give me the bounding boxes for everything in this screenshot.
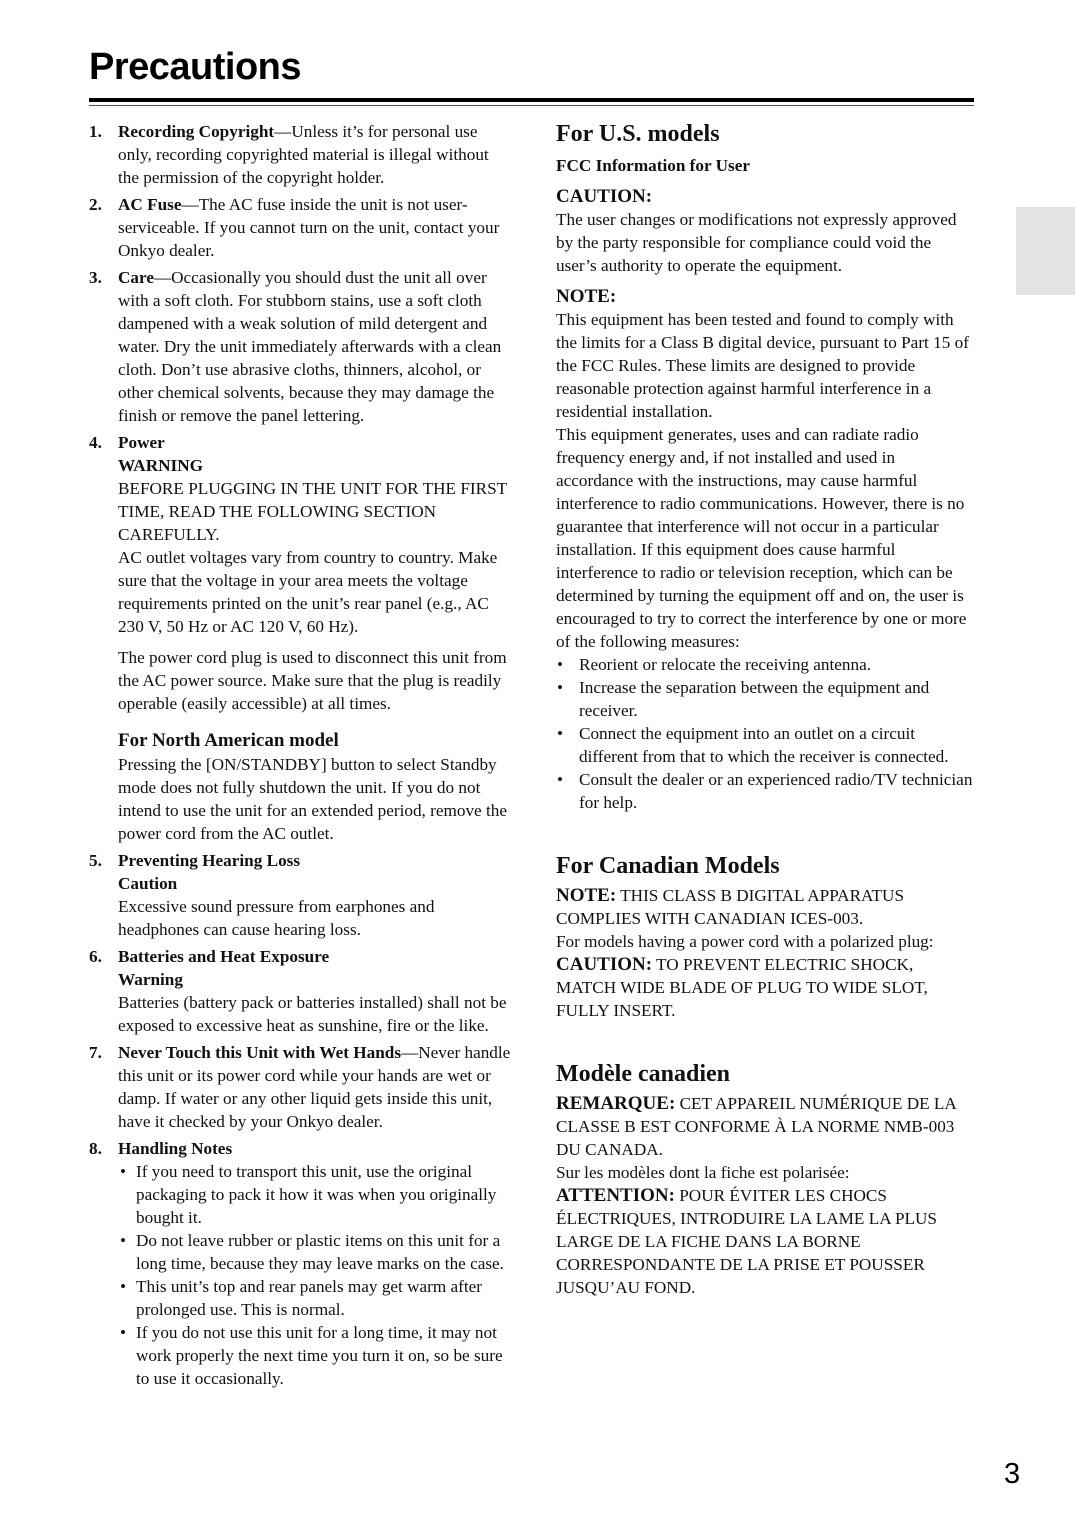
north-america-heading: For North American model — [118, 730, 339, 751]
item-number: 2. — [89, 195, 102, 214]
precaution-item-1 — [89, 120, 511, 189]
precaution-item-6 — [89, 945, 511, 1037]
item-text: Batteries (battery pack or batteries installed) shall not be exposed to excessive heat as sunshine, fire or the like. — [118, 993, 507, 1035]
note-label: NOTE: — [556, 286, 617, 307]
note-label: NOTE: — [556, 885, 617, 906]
item-heading: Preventing Hearing Loss — [118, 851, 301, 870]
note-text: This equipment has been tested and found to comply with the limits for a Class B digital device, pursuant to Part 15 of the FCC Rules. These limits are designed to provide reasonable protection against harmful interference in a residential installation. — [556, 310, 969, 421]
list-item: • Consult the dealer or an experienced radio/TV technician for help. — [556, 768, 976, 814]
plug-text: The power cord plug is used to disconnect this unit from the AC power source. Make sure that the plug is readily operable (easily accessible) at all times. — [118, 648, 507, 713]
warning-label: WARNING — [118, 456, 203, 475]
note-text: THIS CLASS B DIGITAL APPARATUS COMPLIES WITH CANADIAN ICES-003. — [556, 886, 905, 928]
precaution-item-7 — [89, 1041, 511, 1133]
title-rule-thin — [89, 105, 974, 106]
left-column — [89, 120, 511, 1390]
item-number: 3. — [89, 268, 102, 287]
list-item: • If you need to transport this unit, use the original packaging to pack it how it was when you originally bought it. — [118, 1160, 511, 1229]
precaution-item-5 — [89, 849, 511, 941]
item-heading: Care — [118, 268, 154, 287]
item-heading: Handling Notes — [118, 1139, 233, 1158]
item-number: 4. — [89, 433, 102, 452]
right-column — [556, 120, 976, 1299]
precaution-item-4 — [89, 431, 511, 845]
precaution-item-2 — [89, 193, 511, 262]
item-heading: Batteries and Heat Exposure — [118, 947, 330, 966]
title-rule-thick — [89, 98, 974, 102]
remarque-text: CET APPAREIL NUMÉRIQUE DE LA CLASSE B EST CONFORME À LA NORME NMB-003 DU CANADA. — [556, 1094, 956, 1159]
item-heading: AC Fuse — [118, 195, 182, 214]
list-item: • Do not leave rubber or plastic items on this unit for a long time, because they may leave marks on the case. — [118, 1229, 511, 1275]
fcc-measures-list — [556, 653, 976, 814]
item-text: —Never handle this unit or its power cord while your hands are wet or damp. If water or any other liquid gets inside this unit, have it checked by your Onkyo dealer. — [118, 1043, 511, 1131]
item-text: —Occasionally you should dust the unit all over with a soft cloth. For stubborn stains, use a soft cloth dampened with a weak solution of mild detergent and water. Dry the unit immediately afterwards with a clean cloth. Don’t use abrasive cloths, thinners, alcohol, or other chemical solvents, because they may damage the finish or remove the panel lettering. — [118, 268, 502, 425]
section-heading: For Canadian Models — [556, 853, 780, 879]
item-heading: Never Touch this Unit with Wet Hands — [118, 1043, 402, 1062]
item-number: 6. — [89, 947, 102, 966]
list-item: • Increase the separation between the equipment and receiver. — [556, 676, 976, 722]
item-number: 1. — [89, 122, 102, 141]
caution-text: The user changes or modifications not expressly approved by the party responsible for compliance could void the user’s authority to operate the equipment. — [556, 210, 957, 275]
caution-label: CAUTION: — [556, 186, 653, 207]
item-text: —Unless it’s for personal use only, recording copyrighted material is illegal without the permission of the copyright holder. — [118, 122, 489, 187]
item-number: 5. — [89, 851, 102, 870]
polarized-text: Sur les modèles dont la fiche est polarisée: — [556, 1163, 850, 1182]
item-heading: Power — [118, 433, 165, 452]
precaution-item-3 — [89, 266, 511, 427]
modele-canadien-section — [556, 1060, 976, 1299]
list-item: • Reorient or relocate the receiving antenna. — [556, 653, 976, 676]
item-text: —The AC fuse inside the unit is not user-serviceable. If you cannot turn on the unit, contact your Onkyo dealer. — [118, 195, 500, 260]
caution-label: CAUTION: — [556, 954, 653, 975]
item-number: 7. — [89, 1043, 102, 1062]
remarque-label: REMARQUE: — [556, 1093, 676, 1114]
list-item: • This unit’s top and rear panels may get warm after prolonged use. This is normal. — [118, 1275, 511, 1321]
attention-label: ATTENTION: — [556, 1185, 675, 1206]
handling-notes-list — [118, 1160, 511, 1390]
section-heading: For U.S. models — [556, 121, 720, 147]
caution-text: TO PREVENT ELECTRIC SHOCK, MATCH WIDE BLADE OF PLUG TO WIDE SLOT, FULLY INSERT. — [556, 955, 928, 1020]
section-tab-marker — [1016, 207, 1075, 295]
section-heading: Modèle canadien — [556, 1061, 730, 1087]
list-item: • If you do not use this unit for a long time, it may not work properly the next time you turn it on, so be sure to use it occasionally. — [118, 1321, 511, 1390]
page-title: Precautions — [89, 46, 302, 88]
page-number: 3 — [1004, 1458, 1021, 1490]
voltage-text: AC outlet voltages vary from country to country. Make sure that the voltage in your area meets the voltage requirements printed on the unit’s rear panel (e.g., AC 230 V, 50 Hz or AC 120 V, 60 Hz). — [118, 548, 498, 636]
attention-text: POUR ÉVITER LES CHOCS ÉLECTRIQUES, INTRODUIRE LA LAME LA PLUS LARGE DE LA FICHE DANS LA BORNE CORRESPONDANTE DE LA PRISE ET POUSSER JUSQU’AU FOND. — [556, 1186, 937, 1297]
item-number: 8. — [89, 1139, 102, 1158]
item-heading: Recording Copyright — [118, 122, 275, 141]
caution-label: Caution — [118, 874, 178, 893]
polarized-text: For models having a power cord with a polarized plug: — [556, 932, 934, 951]
note-text: This equipment generates, uses and can radiate radio frequency energy and, if not installed and used in accordance with the instructions, may cause harmful interference to radio communications. However, there is no guarantee that interference will not occur in a particular installation. If this equipment does cause harmful interference to radio or television reception, which can be determined by turning the equipment off and on, the user is encouraged to try to correct the interference by one or more of the following measures: — [556, 425, 967, 651]
north-america-text: Pressing the [ON/STANDBY] button to select Standby mode does not fully shutdown the unit. If you do not intend to use the unit for an extended period, remove the power cord from the AC outlet. — [118, 755, 507, 843]
canadian-models-section — [556, 852, 976, 1022]
warning-label: Warning — [118, 970, 183, 989]
item-text: Excessive sound pressure from earphones and headphones can cause hearing loss. — [118, 897, 435, 939]
us-models-section — [556, 120, 976, 814]
precaution-item-8 — [89, 1137, 511, 1390]
warning-text: BEFORE PLUGGING IN THE UNIT FOR THE FIRST TIME, READ THE FOLLOWING SECTION CAREFULLY. — [118, 479, 507, 544]
fcc-subheading: FCC Information for User — [556, 156, 750, 175]
list-item: • Connect the equipment into an outlet on a circuit different from that to which the receiver is connected. — [556, 722, 976, 768]
